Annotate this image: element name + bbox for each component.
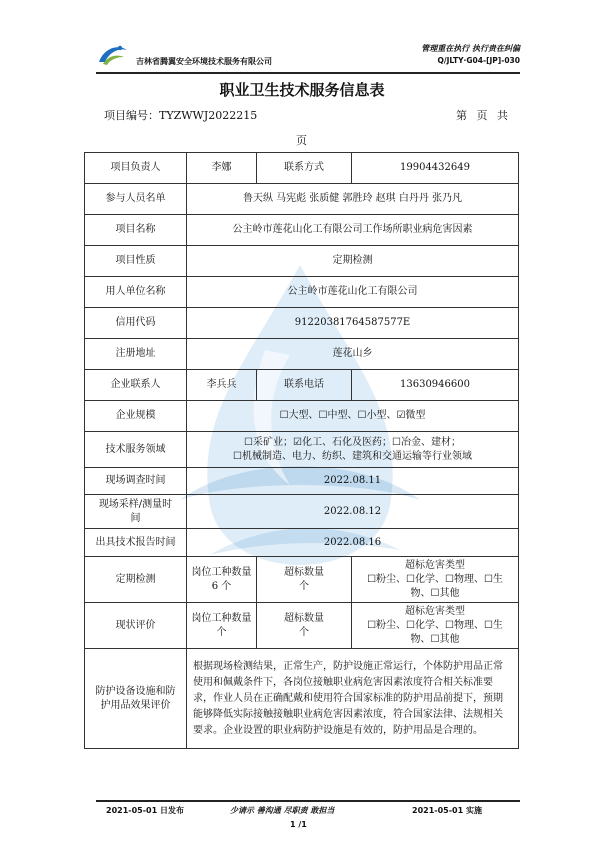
footer-divider xyxy=(96,800,520,802)
periodic-label: 定期检测 xyxy=(85,557,187,603)
service-field-line: ☐机械制造、电力、纺织、建筑和交通运输等行业领域 xyxy=(233,450,472,462)
enterprise-phone-value: 13630946600 xyxy=(352,370,519,401)
employer-value: 公主岭市莲花山化工有限公司 xyxy=(187,277,519,308)
table-row xyxy=(85,495,519,529)
address-value: 莲花山乡 xyxy=(187,339,519,370)
page-title: 职业卫生技术服务信息表 xyxy=(219,81,385,99)
document-code: Q/JLTY·G04-[JP]-030 xyxy=(437,56,520,65)
footer-slogan: 少请示 善沟通 尽职责 敢担当 xyxy=(230,806,335,815)
project-number: 项目编号：TYZWWJ2022215 xyxy=(104,109,258,122)
members-value: 鲁天纵 马宪彪 张质健 郭胜玲 赵琪 白丹丹 张乃凡 xyxy=(187,184,519,215)
issue-date: 2021-05-01 日发布 xyxy=(106,806,184,815)
survey-time-value: 2022.08.11 xyxy=(187,468,519,495)
address-label: 注册地址 xyxy=(85,339,187,370)
sampling-time-value: 2022.08.12 xyxy=(187,495,519,529)
enterprise-contact-value: 李兵兵 xyxy=(187,370,257,401)
protection-eval-text: 根据现场检测结果，正常生产，防护设施正常运行，个体防护用品正常使用和佩戴条件下，各岗位接触职业病危害因素浓度符合相关标准要求，作业人员在正确配戴和使用符合国家标准的防护用品前提下，预期能够降低实际接触接触职业病危害因素浓度，符合国家法律、法规相关要求。企业设置的职业病防护设施是有效的，防护用品是合理的。 xyxy=(187,649,519,749)
survey-time-label: 现场调查时间 xyxy=(85,468,187,495)
table-row xyxy=(85,468,519,495)
table-row xyxy=(85,557,519,603)
status-label: 现状评价 xyxy=(85,603,187,649)
enterprise-phone-label: 联系电话 xyxy=(257,370,352,401)
table-row xyxy=(85,277,519,308)
status-hazard-types: 超标危害类型 ☐粉尘、☐化学、☐物理、☐生 物、☐其他 xyxy=(352,603,519,649)
employer-label: 用人单位名称 xyxy=(85,277,187,308)
table-row xyxy=(85,246,519,277)
table-row xyxy=(85,370,519,401)
enterprise-contact-label: 企业联系人 xyxy=(85,370,187,401)
table-row xyxy=(85,153,519,184)
table-row xyxy=(85,308,519,339)
table-row xyxy=(85,215,519,246)
page-number: 1 /1 xyxy=(290,820,307,829)
table-row xyxy=(85,649,519,749)
page-header xyxy=(96,40,520,70)
company-name: 吉林省腾翼安全环境技术服务有限公司 xyxy=(136,57,272,66)
periodic-posts: 岗位工种数量 6 个 xyxy=(187,557,257,603)
sampling-time-label: 现场采样/测量时 间 xyxy=(85,495,187,529)
implementation-date: 2021-05-01 实施 xyxy=(412,806,482,815)
scale-value: ☐大型、☐中型、☐小型、☑微型 xyxy=(187,401,519,432)
header-divider xyxy=(96,72,520,74)
page-indicator: 第 页 共 xyxy=(456,109,508,122)
report-time-label: 出具技术报告时间 xyxy=(85,529,187,557)
contact-value: 19904432649 xyxy=(352,153,519,184)
status-exceed: 超标数量 个 xyxy=(257,603,352,649)
report-time-value: 2022.08.16 xyxy=(187,529,519,557)
contact-label: 联系方式 xyxy=(257,153,352,184)
info-table xyxy=(84,152,519,749)
credit-value: 91220381764587577E xyxy=(187,308,519,339)
header-slogan: 管理重在执行 执行贵在纠偏 xyxy=(421,44,520,53)
table-row xyxy=(85,339,519,370)
manager-label: 项目负责人 xyxy=(85,153,187,184)
protection-eval-label: 防护设备设施和防 护用品效果评价 xyxy=(85,649,187,749)
project-name-label: 项目名称 xyxy=(85,215,187,246)
service-field-value xyxy=(187,432,519,468)
credit-label: 信用代码 xyxy=(85,308,187,339)
members-label: 参与人员名单 xyxy=(85,184,187,215)
manager-value: 李娜 xyxy=(187,153,257,184)
periodic-exceed: 超标数量 个 xyxy=(257,557,352,603)
service-field-label: 技术服务领域 xyxy=(85,432,187,468)
service-field-line: ☐采矿业；☑化工、石化及医药；☐冶金、建材； xyxy=(244,436,461,448)
project-name-value: 公主岭市莲花山化工有限公司工作场所职业病危害因素 xyxy=(187,215,519,246)
company-logo-icon xyxy=(96,42,130,68)
scale-label: 企业规模 xyxy=(85,401,187,432)
table-row xyxy=(85,603,519,649)
nature-label: 项目性质 xyxy=(85,246,187,277)
status-posts: 岗位工种数量 个 xyxy=(187,603,257,649)
table-row xyxy=(85,184,519,215)
table-row xyxy=(85,401,519,432)
page-indicator-continued: 页 xyxy=(296,134,307,147)
table-row xyxy=(85,432,519,468)
table-row xyxy=(85,529,519,557)
nature-value: 定期检测 xyxy=(187,246,519,277)
periodic-hazard-types: 超标危害类型 ☐粉尘、☐化学、☐物理、☐生 物、☐其他 xyxy=(352,557,519,603)
